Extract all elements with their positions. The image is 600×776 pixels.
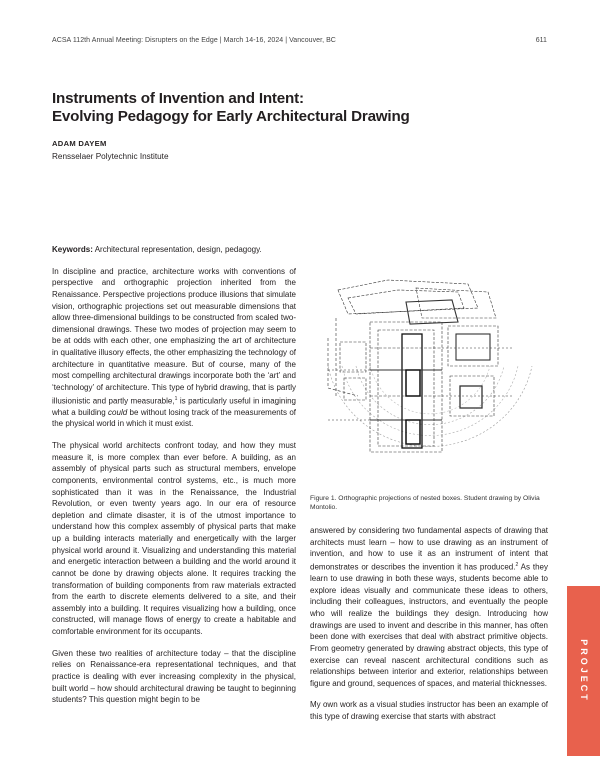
author-name: ADAM DAYEM bbox=[52, 139, 107, 148]
left-frame bbox=[328, 338, 358, 396]
running-header bbox=[52, 37, 547, 44]
p4-text-b: As they learn to use drawing in both these ways, students become able to explore ideas visually and communicate these ideas to others, including their colleagues, instructors, and eventually the people who will realize the buildings they design. Introducing how drawings are used to invent and describe in this manner, has often been done with exercises that deal with abstract primitive objects. From geometry generated by drawing abstract objects, this type of exercise can reveal nascent architectural conditions such as relationships between interior and exterior, relationships between figure and ground, sequences of spaces, and material thicknesses. bbox=[310, 562, 548, 688]
keywords-text: Architectural representation, design, pedagogy. bbox=[92, 245, 262, 254]
paragraph-5: My own work as a visual studies instructor has been an example of this type of drawing exercise that starts with abstract bbox=[310, 700, 548, 722]
p1-text-a: In discipline and practice, architecture works with conventions of perspective and orthographic projection inherited from the Renaissance. Perspective projections produce illusions that simulate vision, orthographic projections set out measurable dimensions that allow three-dimensional buildings to be constructed from scaled two-dimensional drawings. These two modes of projection may seem to be at odds with each other, one emphasizing the art of architecture in qualitative illusory effects, the other emphasizing the technology of architecture in quantitative measure. But of course, many of the most compelling architectural drawings incorporate both the ‘art’ and ‘technology’ of architecture. This type of hybrid drawing, that is partly illusionistic and partly measurable, bbox=[52, 266, 296, 406]
paragraph-1 bbox=[52, 266, 296, 430]
nested-boxes-drawing bbox=[318, 278, 542, 484]
keywords-label: Keywords: bbox=[52, 245, 93, 254]
p1-text-b: is particularly useful in imagining what a building bbox=[52, 396, 297, 417]
section-tab bbox=[567, 586, 600, 756]
top-box-solid bbox=[406, 300, 458, 324]
title-line-1: Instruments of Invention and Intent: bbox=[52, 90, 304, 107]
p1-text-c: be without losing track of the measurements of the physical world in which it must exist. bbox=[52, 407, 297, 429]
paragraph-2: The physical world architects confront today, and how they must measure it, is more complex than ever before. A building, as an assembly of physical parts such as structural members, envelope components, environmental control systems, etc., is much more sophisticated than it was in the Renaissance, the Industrial Revolution, or even twenty years ago. In our era of resource depletion and climate disaster, it is of the utmost importance to understand how this complex assembly of physical parts that make up a building interacts materially and energetically with the larger physical world around it. Visualizing and understanding this material and energetic interaction between a building and the world around it cannot be done by drawing objects alone. It requires tracking the transformation of building components from raw materials extracted from the earth to discrete elements delivered to a site, and their assembly into a building. It requires visualizing how a building, once constructed, will manage flows of energy to create a habitable and comfortable environment for its occupants. bbox=[52, 441, 296, 637]
column-right bbox=[310, 525, 548, 733]
title-line-2: Evolving Pedagogy for Early Architectural Drawing bbox=[52, 108, 410, 125]
arc-2 bbox=[342, 366, 518, 436]
header-conference: ACSA 112th Annual Meeting: Disrupters on the Edge | March 14-16, 2024 | Vancouver, BC bbox=[52, 37, 336, 44]
paper-title bbox=[52, 90, 432, 126]
author-institution: Rensselaer Polytechnic Institute bbox=[52, 152, 169, 161]
right-box-2 bbox=[456, 334, 490, 360]
top-box-outline bbox=[338, 280, 478, 314]
footnote-ref-1: 1 bbox=[174, 395, 178, 402]
column-left bbox=[52, 244, 296, 716]
keywords bbox=[52, 244, 296, 256]
section-tab-label: PROJECT bbox=[578, 639, 589, 703]
paragraph-3: Given these two realities of architecture today – that the discipline relies on Renaissance-era representational techniques, and that practice is dealing with ever increasing complexity in the physical, built world – how should architectural drawing be taught to beginning students? This question might begin to be bbox=[52, 648, 296, 705]
paragraph-4 bbox=[310, 525, 548, 689]
left-box-1 bbox=[340, 342, 366, 372]
figure-1-caption: Figure 1. Orthographic projections of nested boxes. Student drawing by Olivia Montolio. bbox=[310, 495, 540, 511]
p4-text-a: answered by considering two fundamental aspects of drawing that architects must learn – how to use drawing as an instrument of invention, and how to use it as an instrument of intent that demonstrates or describes the invention it has produced. bbox=[310, 526, 548, 572]
right-box-4 bbox=[460, 386, 482, 408]
footnote-ref-2: 2 bbox=[515, 561, 519, 568]
p1-emphasis: could bbox=[108, 407, 128, 417]
grid-center-column bbox=[402, 334, 422, 448]
arc-4 bbox=[370, 366, 490, 414]
figure-1-drawing bbox=[318, 278, 542, 484]
page-number: 611 bbox=[535, 37, 547, 44]
grid-solid-box-1 bbox=[406, 370, 420, 396]
